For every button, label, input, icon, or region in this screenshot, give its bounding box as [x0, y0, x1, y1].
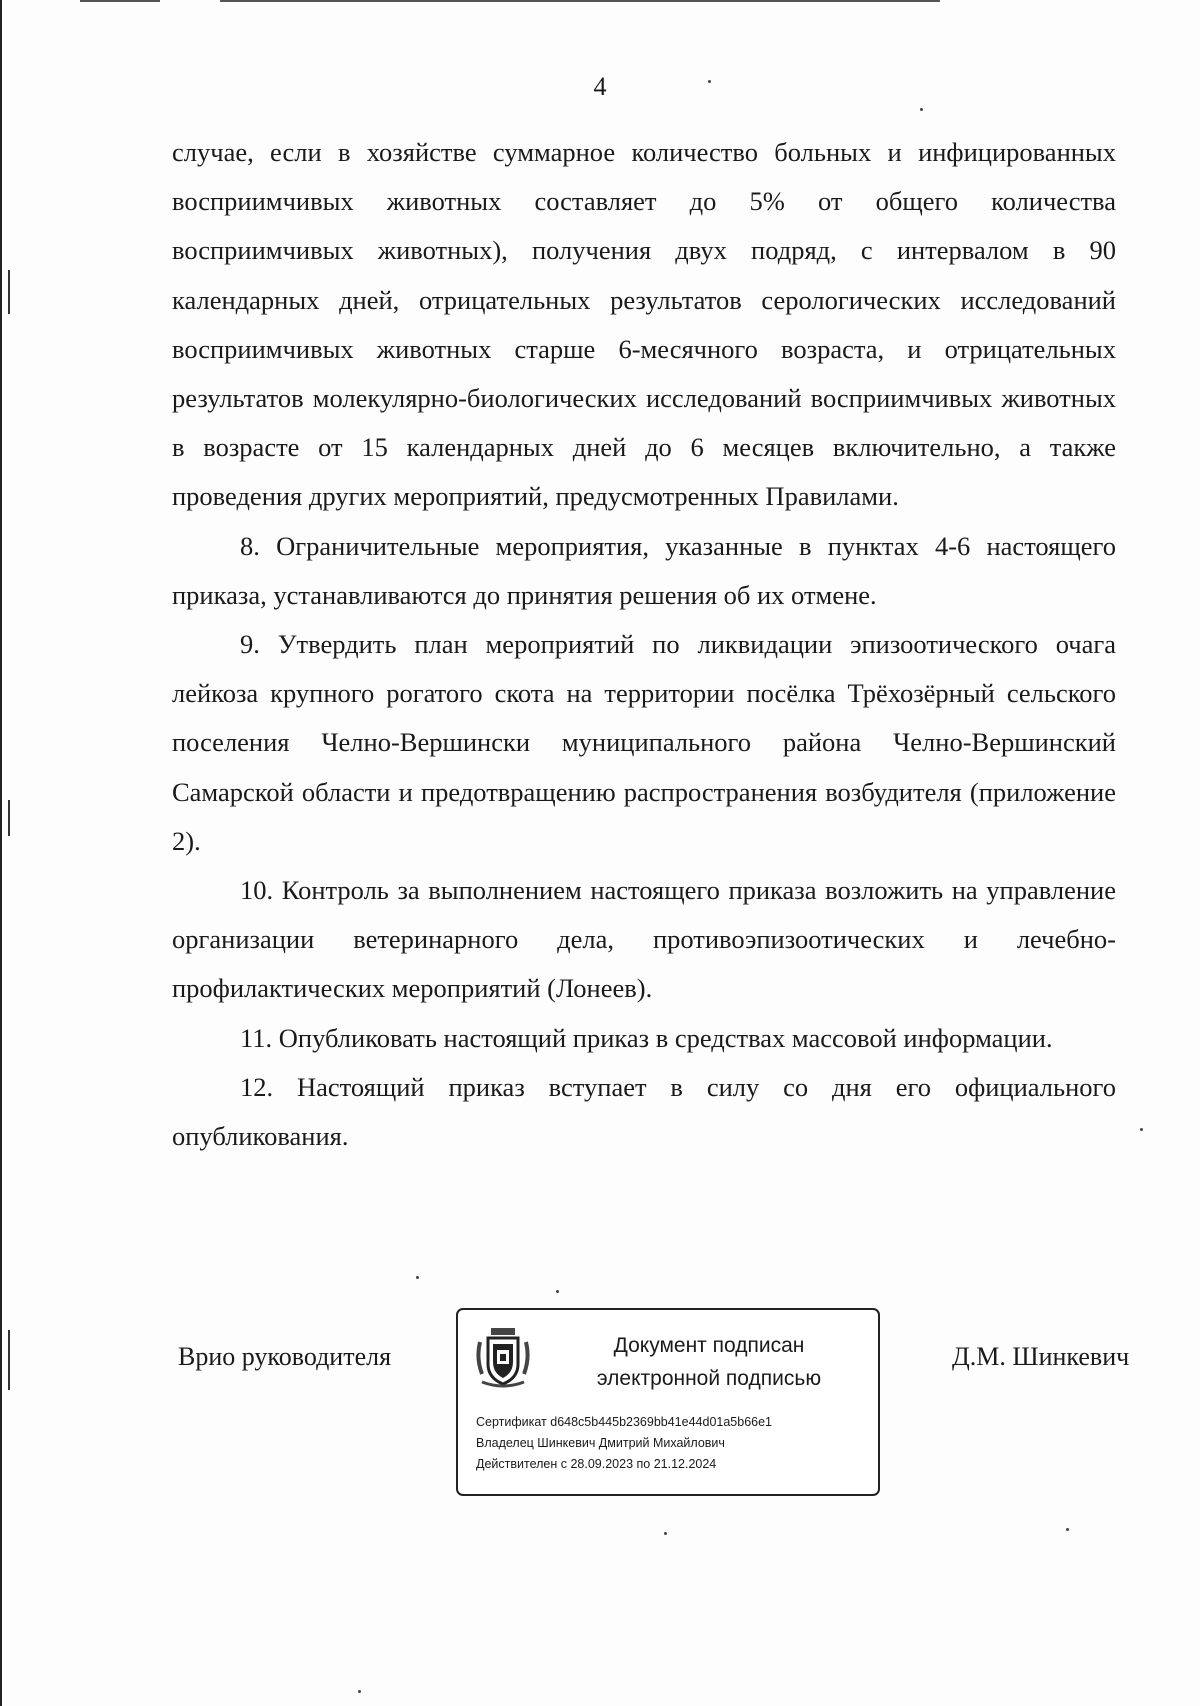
certificate-details	[476, 1412, 872, 1475]
electronic-signature-stamp	[456, 1308, 880, 1496]
certificate-owner: Владелец Шинкевич Дмитрий Михайлович	[476, 1436, 725, 1450]
scan-speck	[1066, 1528, 1069, 1531]
coat-of-arms-icon	[476, 1328, 530, 1388]
paragraph: 9. Утвердить план мероприятий по ликвидации эпизоотического очага лейкоза крупного рогатого скота на территории посёлка Трёхозёрный сельского поселения Челно-Вершински муниципального района Челно-Вершинский Самарской области и предотвращению распространения возбудителя (приложение 2).	[172, 629, 1116, 856]
paragraph: 12. Настоящий приказ вступает в силу со дня его официального опубликования.	[172, 1071, 1116, 1152]
scan-speck	[708, 80, 711, 83]
paragraph: случае, если в хозяйстве суммарное количество больных и инфицированных восприимчивых животных составляет до 5% от общего количества восприимчивых животных), получения двух подряд, с интервалом в 90 календарных дней, отрицательных результатов серологических исследований восприимчивых животных старше 6-месячного возраста, и отрицательных результатов молекулярно-биологических исследований восприимчивых животных в возрасте от 15 календарных дней до 6 месяцев включительно, а также проведения других мероприятий, предусмотренных Правилами.	[172, 137, 1116, 512]
scan-speck	[358, 1690, 361, 1693]
signatory-role: Врио руководителя	[178, 1342, 392, 1371]
scan-mark	[8, 1330, 10, 1390]
certificate-id: Сертификат d648c5b445b2369bb41e44d01a5b66e1	[476, 1415, 773, 1429]
scan-mark	[8, 270, 10, 314]
scan-speck	[416, 1276, 419, 1279]
page-number: 4	[593, 72, 607, 101]
scan-edge	[0, 0, 2, 1706]
esign-title-line2: электронной подписью	[596, 1367, 822, 1390]
certificate-validity: Действителен с 28.09.2023 по 21.12.2024	[476, 1457, 717, 1471]
paragraph: 11. Опубликовать настоящий приказ в средствах массовой информации.	[240, 1022, 1053, 1053]
scan-top-rule	[80, 0, 160, 2]
scan-speck	[556, 1290, 559, 1293]
document-body	[172, 128, 1116, 1161]
paragraph: 8. Ограничительные мероприятия, указанные в пунктах 4-6 настоящего приказа, устанавливаются до принятия решения об их отмене.	[172, 530, 1116, 610]
scan-mark	[8, 800, 10, 836]
paragraph: 10. Контроль за выполнением настоящего приказа возложить на управление организации ветеринарного дела, противоэпизоотических и лечебно-профилактических мероприятий (Лонеев).	[172, 875, 1116, 1004]
scan-speck	[1140, 1128, 1143, 1131]
esign-title-line1: Документ подписан	[613, 1334, 805, 1357]
scan-top-rule	[220, 0, 940, 2]
signatory-name: Д.М. Шинкевич	[952, 1342, 1130, 1371]
scan-speck	[664, 1532, 667, 1535]
scan-speck	[920, 108, 923, 111]
